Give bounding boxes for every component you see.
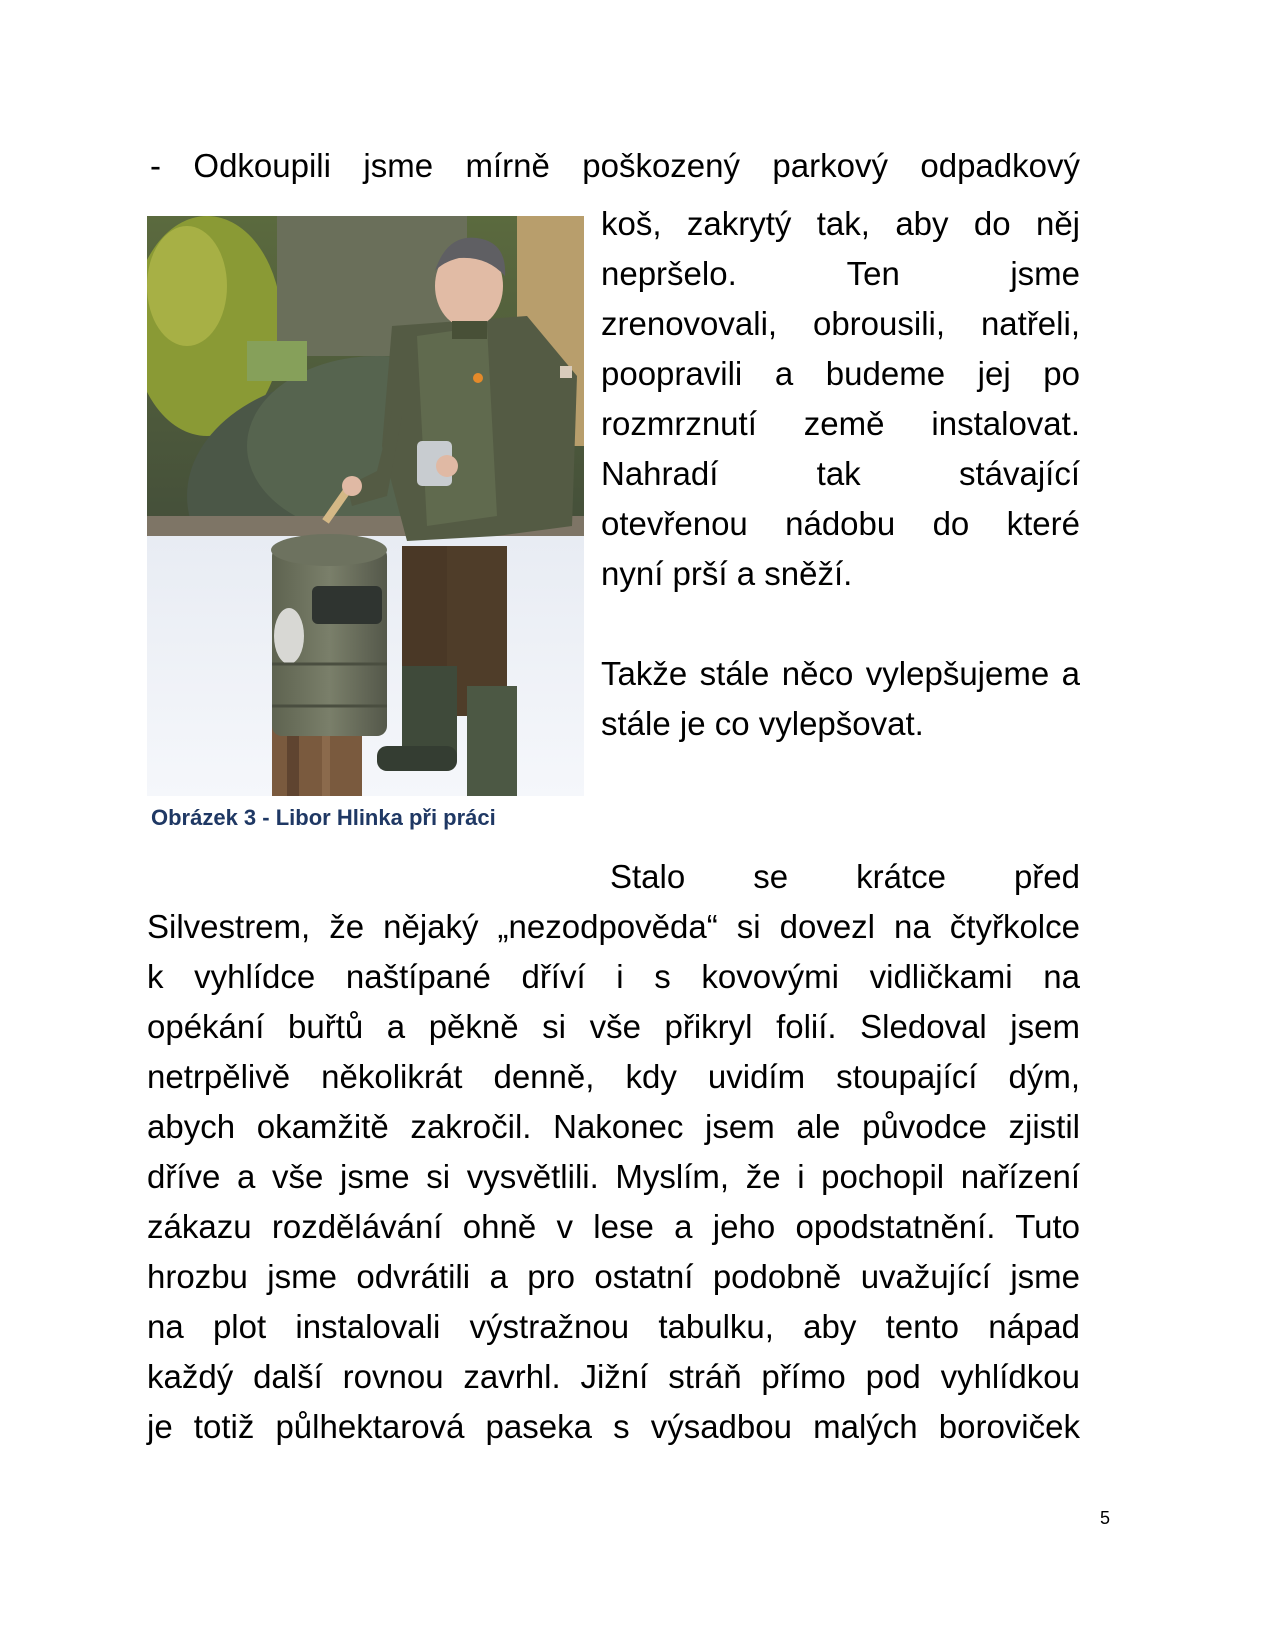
man-painting-waste-bin-photo [147, 216, 584, 796]
text-line: je totiž půlhektarová paseka s výsadbou malých boroviček [147, 1408, 1080, 1445]
text-line: rozmrznutí země instalovat. [601, 405, 1080, 442]
text-line: nyní prší a sněží. [601, 555, 853, 592]
text-line: Nahradí tak stávající [601, 455, 1080, 492]
text-line: k vyhlídce naštípané dříví i s kovovými vidličkami na [147, 958, 1080, 995]
text-line: hrozbu jsme odvrátili a pro ostatní podobně uvažující jsme [147, 1258, 1080, 1295]
text-line: - Odkoupili jsme mírně poškozený parkový odpadkový [150, 147, 1080, 184]
paragraph-1-first-line [150, 141, 1080, 191]
figure-caption: Obrázek 3 - Libor Hlinka při práci [151, 805, 496, 830]
text-line: Silvestrem, že nějaký „nezodpověda“ si dovezl na čtyřkolce [147, 908, 1080, 945]
text-line: Takže stále něco vylepšujeme a [601, 655, 1080, 692]
text-line: na plot instalovali výstražnou tabulku, aby tento nápad [147, 1308, 1080, 1345]
page-number: 5 [1100, 1508, 1111, 1528]
text-line: abych okamžitě zakročil. Nakonec jsem ale původce zjistil [147, 1108, 1080, 1145]
blank-line [601, 599, 1080, 649]
text-line: zákazu rozdělávání ohně v lese a jeho opodstatnění. Tuto [147, 1208, 1080, 1245]
text-line: stále je co vylepšovat. [601, 705, 924, 742]
paragraph-3 [147, 852, 1080, 1452]
figure [147, 216, 584, 796]
text-line: Stalo se krátce před [610, 858, 1080, 895]
text-line: koš, zakrytý tak, aby do něj [601, 205, 1080, 242]
right-column-text [601, 199, 1080, 749]
text-line: otevřenou nádobu do které [601, 505, 1080, 542]
text-line: zrenovovali, obrousili, natřeli, [601, 305, 1080, 342]
text-line: opékání buřtů a pěkně si vše přikryl folií. Sledoval jsem [147, 1008, 1080, 1045]
text-line: dříve a vše jsme si vysvětlili. Myslím, že i pochopil nařízení [147, 1158, 1080, 1195]
text-line: každý další rovnou zavrhl. Jižní stráň přímo pod vyhlídkou [147, 1358, 1080, 1395]
text-line: nepršelo. Ten jsme [601, 255, 1080, 292]
text-line: netrpělivě několikrát denně, kdy uvidím stoupající dým, [147, 1058, 1080, 1095]
text-line: poopravili a budeme jej po [601, 355, 1080, 392]
